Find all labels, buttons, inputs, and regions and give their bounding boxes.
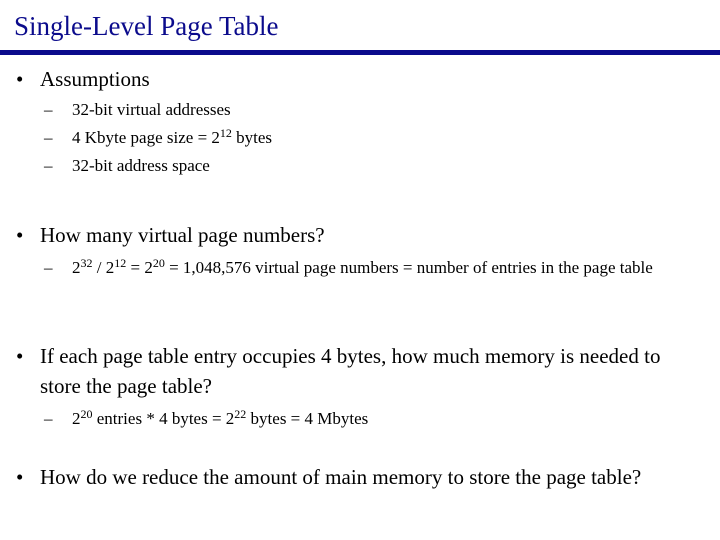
bullet-text: Assumptions (40, 67, 150, 91)
slide-title: Single-Level Page Table (14, 11, 279, 41)
bullet-text: How do we reduce the amount of main memory to store the page table? (40, 465, 642, 489)
dash-icon: – (44, 409, 53, 428)
bullet-item (0, 462, 680, 492)
bullet-item (0, 220, 680, 250)
dash-icon: – (44, 100, 53, 119)
bullet-virtual-page-numbers (0, 220, 720, 280)
bullet-item (0, 64, 680, 94)
sub-item-text: $2^{20}$ entries * 4 bytes = $2^{22}$ bytes = 4 Mbytes (72, 407, 369, 428)
sub-item-text: 32-bit virtual addresses (72, 100, 231, 119)
title-underline (0, 50, 720, 55)
dash-icon: – (44, 156, 53, 175)
bullet-item (0, 341, 680, 401)
bullet-text: How many virtual page numbers? (40, 223, 325, 247)
sub-item (0, 154, 692, 178)
bullet-page-table-memory (0, 341, 720, 431)
bullet-dot-icon: • (16, 465, 24, 489)
bullet-dot-icon: • (16, 344, 24, 368)
bullet-dot-icon: • (16, 223, 24, 247)
sub-item-text: 32-bit address space (72, 156, 210, 175)
bullet-assumptions (0, 64, 720, 178)
bullet-reduce-memory (0, 462, 720, 492)
dash-icon: – (44, 128, 53, 147)
sub-item (0, 256, 692, 280)
sub-item-text: $2^{32} / 2^{12} = 2^{20} = 1,048,576$ virtual page numbers = number of entries in the page table (72, 256, 653, 277)
bullet-dot-icon: • (16, 67, 24, 91)
sub-item (0, 407, 692, 431)
sub-item (0, 126, 692, 150)
sub-item (0, 98, 692, 122)
dash-icon: – (44, 258, 53, 277)
sub-item-text: 4 Kbyte page size = $2^{12}$ bytes (72, 126, 273, 147)
bullet-text: If each page table entry occupies 4 bytes, how much memory is needed to store the page table? (40, 344, 661, 398)
